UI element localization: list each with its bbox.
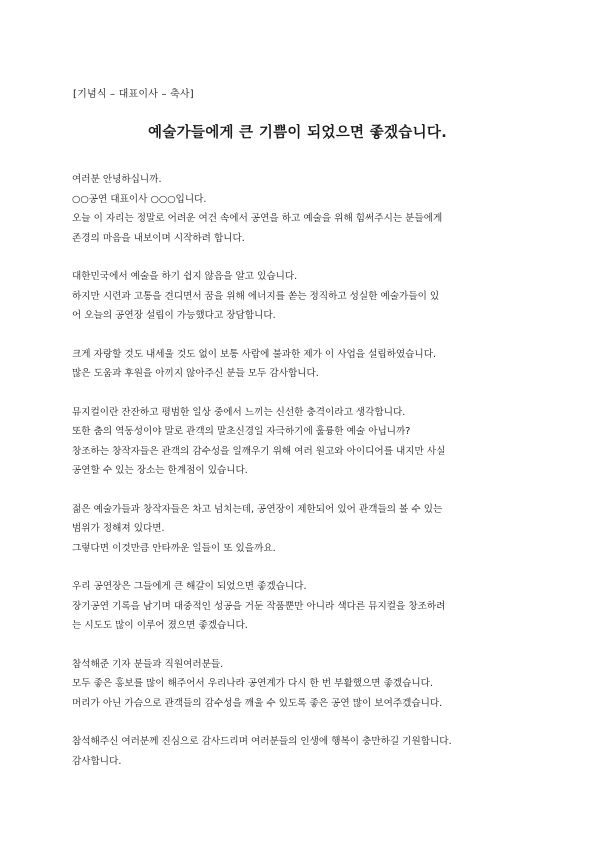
text-line: ○○공연 대표이사 ○○○입니다. bbox=[72, 193, 207, 205]
text-line: 오늘 이 자리는 정말로 어려운 여건 속에서 공연을 하고 예술을 위해 힘써주시는 분들에게 bbox=[72, 213, 443, 224]
text-line: 참석해주신 여러분께 진심으로 감사드리며 여러분들의 인생에 행복이 충만하길 기원합니다. bbox=[72, 736, 452, 747]
document-category-tag: [기념식 – 대표이사 – 축사] bbox=[73, 89, 194, 100]
paragraph-artists bbox=[72, 267, 532, 326]
paragraph-musical bbox=[72, 403, 532, 481]
paragraph-venue-hope bbox=[72, 577, 532, 636]
text-line: 많은 도움과 후원을 아끼지 않아주신 분들 모두 감사합니다. bbox=[72, 368, 319, 379]
text-line: 감사합니다. bbox=[72, 755, 122, 767]
text-line: 창조하는 창작자들은 관객의 감수성을 일깨우기 위해 여러 원고와 아이디어를 내지만 사실 bbox=[72, 445, 446, 457]
text-line: 하지만 시련과 고통을 견디면서 꿈을 위해 에너지를 쏟는 정직하고 성실한 예술가들이 있 bbox=[72, 290, 440, 302]
paragraph-greeting bbox=[72, 170, 532, 248]
text-line: 공연할 수 있는 장소는 한계점이 있습니다. bbox=[72, 465, 248, 476]
text-line: 우리 공연장은 그들에게 큰 해갈이 되었으면 좋겠습니다. bbox=[72, 581, 307, 592]
paragraph-thanks-support bbox=[72, 345, 532, 384]
text-line: 뮤지컬이란 잔잔하고 평범한 일상 중에서 느끼는 신선한 충격이라고 생각합니다. bbox=[72, 406, 406, 418]
speech-body bbox=[72, 170, 532, 790]
paragraph-press-staff bbox=[72, 655, 532, 714]
text-line: 그렇다면 이것만큼 안타까운 일들이 또 있을까요. bbox=[72, 542, 276, 554]
text-line: 는 시도도 많이 이루어 졌으면 좋겠습니다. bbox=[72, 620, 248, 631]
text-line: 크게 자랑할 것도 내세울 것도 없이 보통 사람에 불과한 제가 이 사업을 설립하였습니다. bbox=[72, 348, 437, 360]
text-line: 머리가 아닌 가슴으로 관객들의 감수성을 깨울 수 있도록 좋은 공연 많이 보여주겠습니다. bbox=[72, 697, 443, 709]
paragraph-young-artists bbox=[72, 500, 532, 559]
document-title: 예술가들에게 큰 기쁨이 되었으면 좋겠습니다. bbox=[147, 125, 448, 141]
text-line: 참석해준 기자 분들과 직원여러분들. bbox=[72, 658, 224, 670]
text-line: 존경의 마음을 내보이며 시작하려 합니다. bbox=[72, 232, 245, 244]
text-line: 여러분 안녕하십니까. bbox=[72, 174, 162, 185]
text-line: 대한민국에서 예술을 하기 쉽지 않음을 알고 있습니다. bbox=[72, 271, 298, 282]
text-line: 범위가 정해져 있다면. bbox=[72, 523, 165, 534]
text-line: 장기공연 기록을 남기며 대중적인 성공을 거둔 작품뿐만 아니라 색다른 뮤지컬을 창조하려 bbox=[72, 600, 446, 612]
text-line: 또한 춤의 역동성이야 말로 관객의 말초신경일 자극하기에 훌륭한 예술 아닙니까? bbox=[72, 426, 411, 437]
text-line: 젊은 예술가들과 창작자들은 차고 넘치는데, 공연장이 제한되어 있어 관객들의 볼 수 있는 bbox=[72, 503, 443, 515]
text-line: 모두 좋은 홍보를 많이 해주어서 우리나라 공연계가 다시 한 번 부활했으면 좋겠습니다. bbox=[72, 678, 433, 689]
paragraph-closing bbox=[72, 732, 532, 771]
text-line: 어 오늘의 공연장 설립이 가능했다고 장담합니다. bbox=[72, 310, 276, 321]
